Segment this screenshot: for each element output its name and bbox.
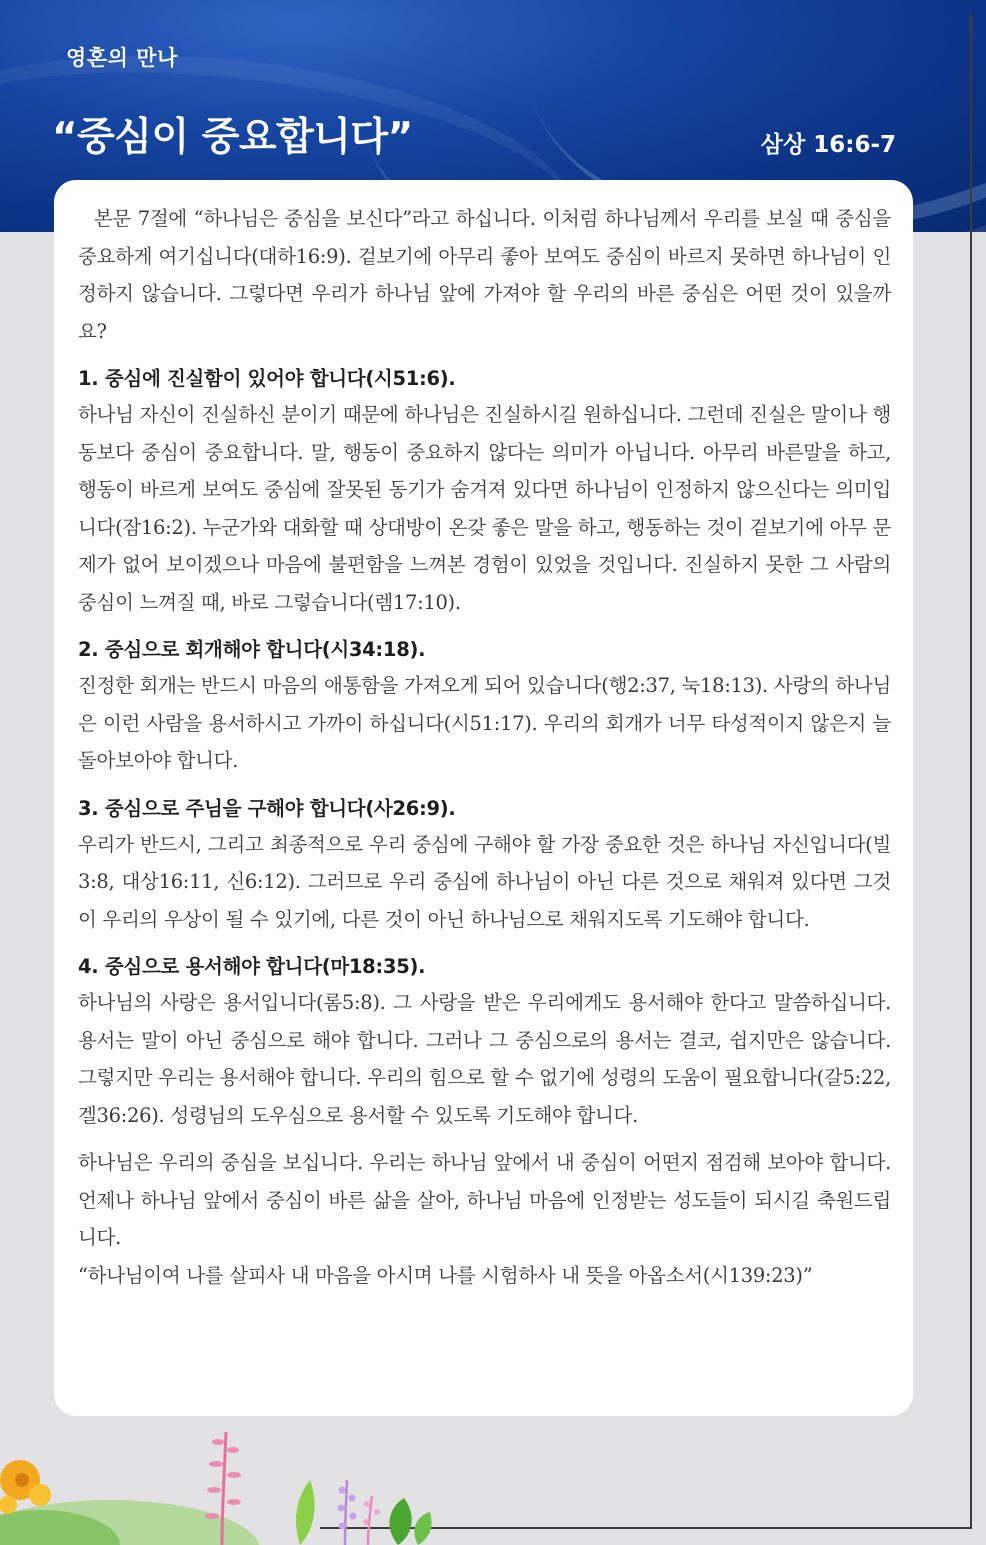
paragraph-gap	[78, 1134, 891, 1144]
page-title: “중심이 중요합니다”	[52, 115, 413, 160]
section-1-heading: 1. 중심에 진실함이 있어야 합니다(시51:6).	[78, 367, 456, 390]
section-3-body: 우리가 반드시, 그리고 최종적으로 우리 중심에 구해야 할 가장 중요한 것은 하나님 자신입니다(빌3:8, 대상16:11, 신6:12). 그러므로 우리 중심에 하나님이 아닌 다른 것으로 채워져 있다면 그것이 우리의 우상이 될 수 있기에, 다른 것이 아닌 하나님으로 채워지도록 기도해야 합니다.	[78, 832, 891, 931]
scripture-reference: 삼상 16:6-7	[760, 132, 896, 158]
frame-line-right	[970, 14, 972, 1529]
section-3-heading: 3. 중심으로 주님을 구해야 합니다(사26:9).	[78, 796, 456, 820]
flower-decoration-icon	[0, 1420, 440, 1545]
section-1-body: 하나님 자신이 진실하신 분이기 때문에 하나님은 진실하시길 원하십니다. 그런데 진실은 말이나 행동보다 중심이 중요합니다. 말, 행동이 중요하지 않다는 의미가 아닙니다. 아무리 바른말을 하고, 행동이 바르게 보여도 중심에 잘못된 동기가 숨겨져 있다면 하나님이 인정하지 않으신다는 의미입니다(잠16:2). 누군가와 대화할 때 상대방이 온갖 좋은 말을 하고, 행동하는 것이 겉보기에 아무 문제가 없어 보이겠으나 마음에 불편함을 느껴본 경험이 있었을 것입니다. 진실하지 못한 그 사람의 중심이 느껴질 때, 바로 그렇습니다(렘17:10).	[78, 403, 892, 614]
content-card	[54, 180, 913, 1416]
section-4-body: 하나님의 사랑은 용서입니다(롬5:8). 그 사랑을 받은 우리에게도 용서해야 한다고 말씀하십니다. 용서는 말이 아닌 중심으로 해야 합니다. 그러나 그 중심으로의 용서는 결코, 쉽지만은 않습니다. 그렇지만 우리는 용서해야 합니다. 우리의 힘으로 할 수 없기에 성령의 도움이 필요합니다(갈5:22, 겔36:26). 성령님의 도우심으로 용서할 수 있도록 기도해야 합니다.	[78, 991, 891, 1127]
conclusion-paragraph: 하나님은 우리의 중심을 보십니다. 우리는 하나님 앞에서 내 중심이 어떤지 점검해 보아야 합니다. 언제나 하나님 앞에서 중심이 바른 삶을 살아, 하나님 마음에 인정받는 성도들이 되시길 축원드립니다.	[78, 1151, 891, 1249]
section-4-heading: 4. 중심으로 용서해야 합니다(마18:35).	[78, 955, 426, 978]
section-2-body: 진정한 회개는 반드시 마음의 애통함을 가져오게 되어 있습니다(행2:37, 눅18:13). 사랑의 하나님은 이런 사람을 용서하시고 가까이 하십니다(시51:17). 우리의 회개가 너무 타성적이지 않은지 늘 돌아보아야 합니다.	[78, 674, 891, 772]
section-label: 영혼의 만나	[66, 46, 178, 70]
closing-quote: “하나님이여 나를 살피사 내 마음을 아시며 나를 시험하사 내 뜻을 아옵소서(시139:23)”	[78, 1263, 813, 1287]
section-2-heading: 2. 중심으로 회개해야 합니다(시34:18).	[78, 638, 426, 661]
intro-paragraph: 본문 7절에 “하나님은 중심을 보신다”라고 하십니다. 이처럼 하나님께서 우리를 보실 때 중심을 중요하게 여기십니다(대하16:9). 겉보기에 아무리 좋아 보여도 중심이 바르지 못하면 하나님이 인정하지 않습니다. 그렇다면 우리가 하나님 앞에 가져야 할 우리의 바른 중심은 어떤 것이 있을까요?	[78, 207, 891, 343]
